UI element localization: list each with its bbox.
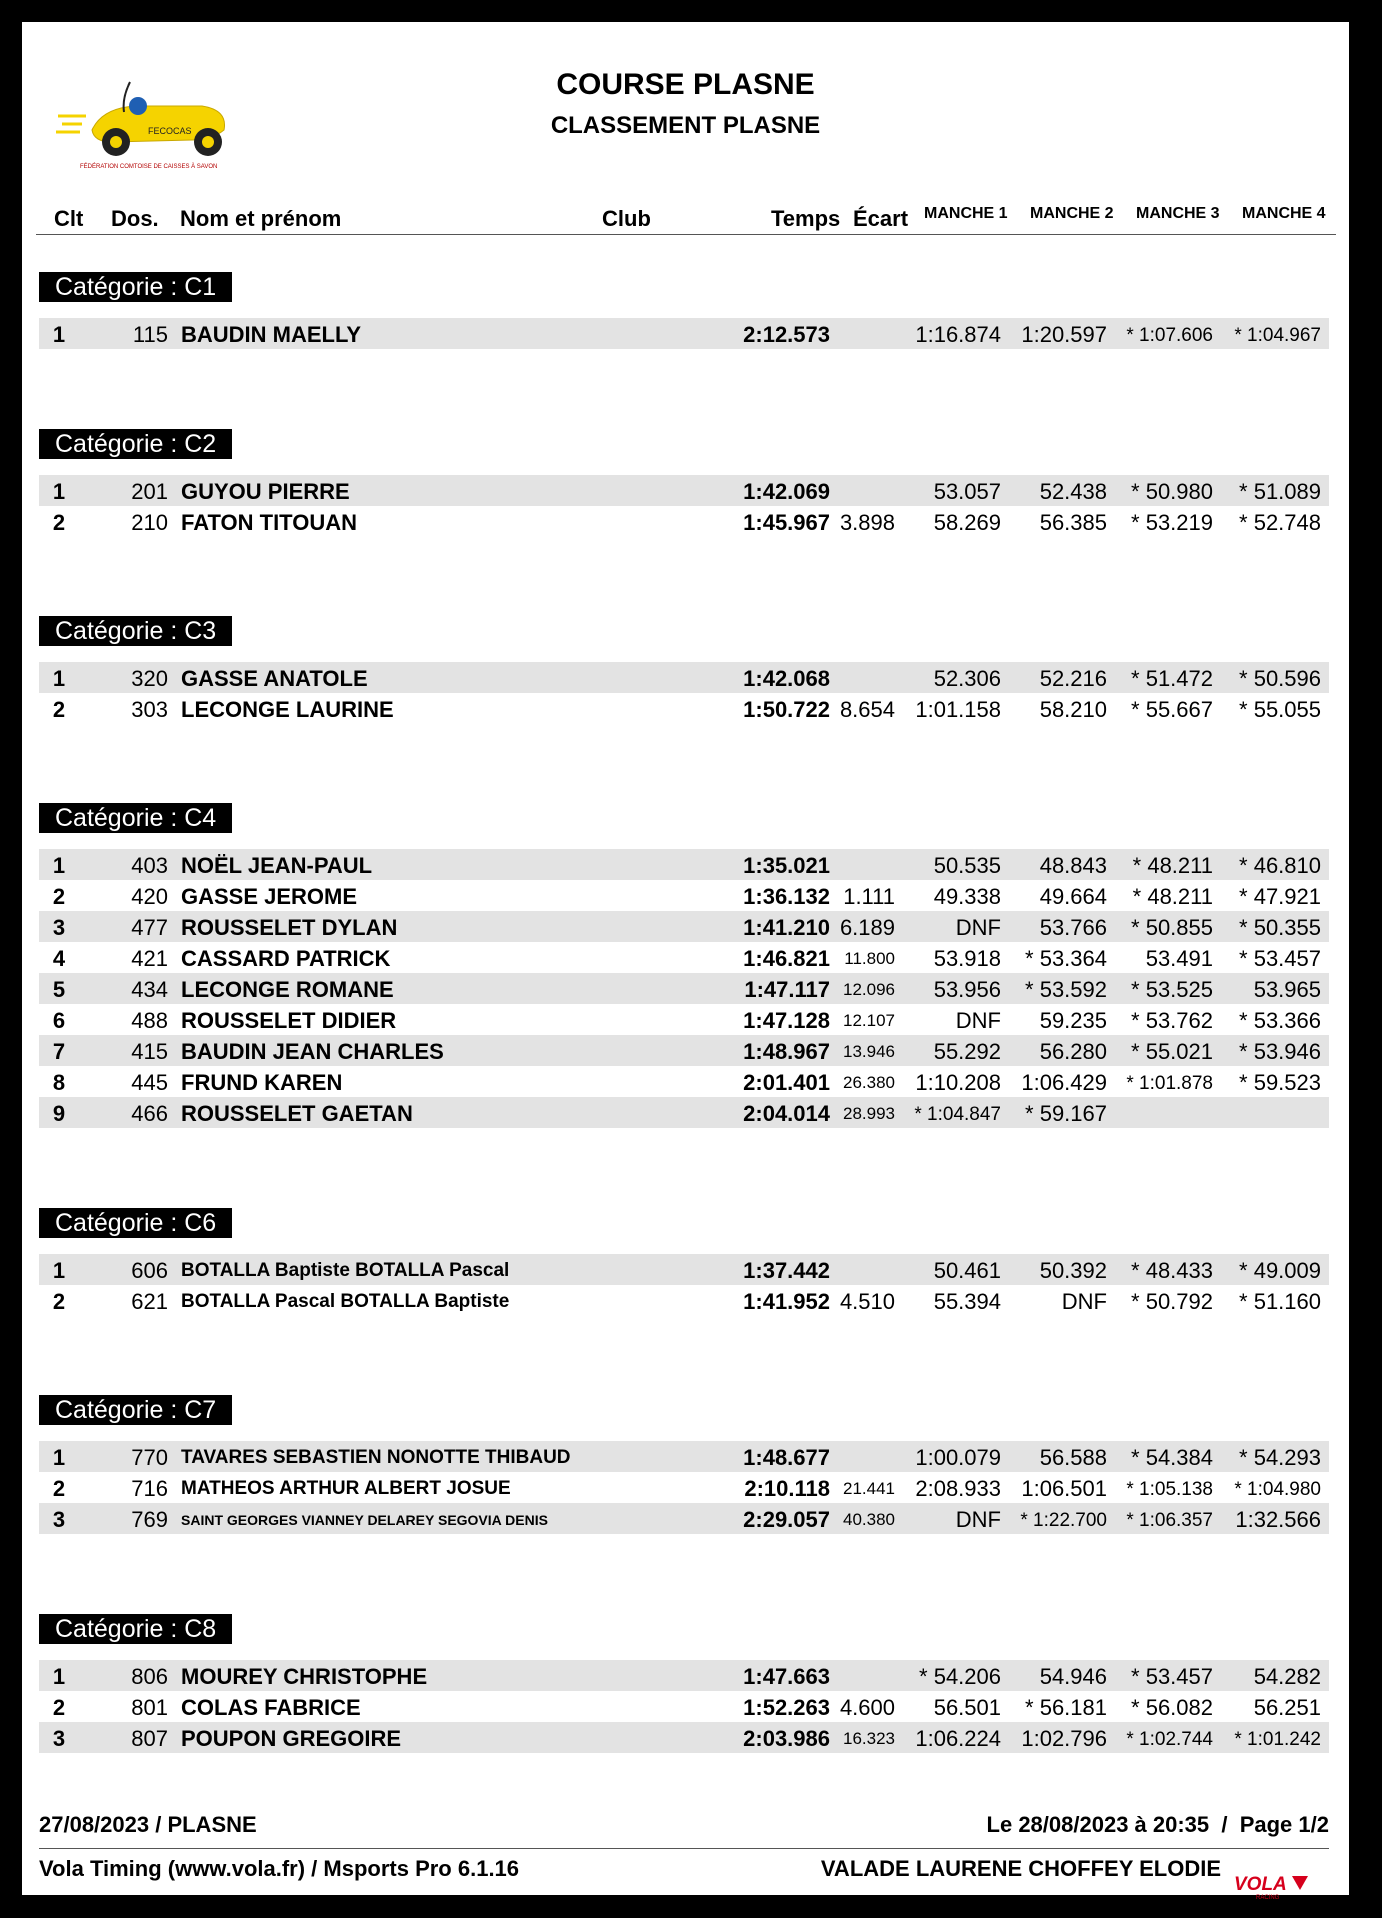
racer-name: MATHEOS ARTHUR ALBERT JOSUE — [181, 1478, 511, 1499]
manche2-time: 52.438 — [1039, 479, 1107, 504]
manche1-time: 53.956 — [933, 977, 1001, 1002]
total-time: 2:29.057 — [743, 1507, 830, 1532]
racer-name: FATON TITOUAN — [181, 510, 357, 535]
total-time: 1:41.952 — [743, 1289, 830, 1314]
manche3-time: * 53.762 — [1131, 1008, 1213, 1033]
gap: 3.898 — [839, 510, 895, 535]
result-row — [39, 662, 1329, 693]
racer-name: NOËL JEAN-PAUL — [181, 853, 373, 878]
vola-logo — [1234, 1872, 1310, 1902]
manche1-time: 1:16.874 — [915, 322, 1001, 347]
bib-number: 320 — [131, 666, 168, 691]
bib-number: 403 — [131, 853, 168, 878]
result-row — [39, 1503, 1329, 1534]
gap: 26.380 — [843, 1073, 895, 1092]
bib-number: 420 — [131, 884, 168, 909]
result-row — [39, 475, 1329, 506]
manche2-time: * 59.167 — [1025, 1101, 1107, 1126]
col-manche2: MANCHE 2 — [1030, 205, 1114, 222]
category-header: Catégorie : C8 — [39, 1614, 232, 1644]
manche2-time: 53.766 — [1039, 915, 1107, 940]
bib-number: 801 — [131, 1695, 168, 1720]
manche3-time: * 1:06.357 — [1126, 1510, 1213, 1531]
manche2-time: 56.280 — [1039, 1039, 1107, 1064]
bib-number: 434 — [131, 977, 168, 1002]
total-time: 2:10.118 — [744, 1476, 830, 1501]
rank: 9 — [52, 1101, 66, 1126]
rank: 7 — [52, 1039, 66, 1064]
total-time: 1:36.132 — [743, 884, 830, 909]
manche2-time: 50.392 — [1039, 1258, 1107, 1283]
manche2-time: * 56.181 — [1025, 1695, 1107, 1720]
col-clt: Clt — [54, 206, 84, 231]
bib-number: 716 — [131, 1476, 168, 1501]
manche4-time: * 1:01.242 — [1234, 1729, 1321, 1750]
total-time: 1:47.117 — [744, 977, 830, 1002]
manche2-time: 1:20.597 — [1021, 322, 1107, 347]
svg-text:RACING: RACING — [1256, 1895, 1280, 1901]
category-header: Catégorie : C4 — [39, 803, 232, 833]
gap: 16.323 — [843, 1729, 895, 1748]
manche1-time: 1:00.079 — [915, 1445, 1001, 1470]
rank: 4 — [52, 946, 66, 971]
page-subtitle: CLASSEMENT PLASNE — [550, 112, 821, 139]
manche4-time: * 55.055 — [1239, 697, 1321, 722]
total-time: 1:42.069 — [743, 479, 830, 504]
racer-name: BAUDIN MAELLY — [181, 322, 362, 347]
rank: 1 — [52, 666, 66, 691]
manche2-time: 54.946 — [1039, 1664, 1107, 1689]
result-row — [39, 1004, 1329, 1035]
total-time: 2:12.573 — [743, 322, 830, 347]
footer-divider — [39, 1848, 1329, 1849]
footer-generated: Le 28/08/2023 à 20:35 / Page 1/2 — [986, 1812, 1329, 1837]
manche1-time: 53.057 — [933, 479, 1001, 504]
rank: 1 — [52, 1664, 66, 1689]
rank: 2 — [52, 697, 66, 722]
total-time: 1:48.967 — [743, 1039, 830, 1064]
racer-name: SAINT GEORGES VIANNEY DELAREY SEGOVIA DENIS — [181, 1512, 548, 1528]
rank: 2 — [52, 1476, 66, 1501]
bib-number: 421 — [131, 946, 168, 971]
manche1-time: 2:08.933 — [915, 1476, 1001, 1501]
racer-name: FRUND KAREN — [181, 1070, 343, 1095]
category-header: Catégorie : C7 — [39, 1395, 232, 1425]
racer-name: LECONGE LAURINE — [181, 697, 394, 722]
footer-software: Vola Timing (www.vola.fr) / Msports Pro 6.1.16 — [39, 1856, 520, 1881]
manche2-time: 56.385 — [1039, 510, 1107, 535]
manche2-time: 1:02.796 — [1021, 1726, 1107, 1751]
footer-date-place: 27/08/2023 / PLASNE — [39, 1812, 257, 1837]
bib-number: 807 — [131, 1726, 168, 1751]
rank: 1 — [52, 1445, 66, 1470]
result-row — [39, 973, 1329, 1004]
manche1-time: 1:01.158 — [915, 697, 1001, 722]
col-ecart: Écart — [853, 206, 909, 231]
bib-number: 488 — [131, 1008, 168, 1033]
manche4-time: * 59.523 — [1239, 1070, 1321, 1095]
rank: 3 — [52, 915, 66, 940]
bib-number: 445 — [131, 1070, 168, 1095]
manche4-time: * 1:04.967 — [1234, 325, 1321, 346]
results-page — [22, 22, 1349, 1901]
gap: 8.654 — [839, 697, 895, 722]
total-time: 2:04.014 — [743, 1101, 830, 1126]
manche3-time: * 54.384 — [1131, 1445, 1213, 1470]
manche2-time: 52.216 — [1039, 666, 1107, 691]
page-title: COURSE PLASNE — [556, 68, 815, 101]
gap: 1.111 — [843, 884, 895, 909]
manche3-time: * 50.980 — [1131, 479, 1213, 504]
gap: 28.993 — [843, 1104, 895, 1123]
bib-number: 115 — [132, 322, 168, 347]
manche3-time: * 48.211 — [1132, 884, 1213, 909]
total-time: 1:41.210 — [743, 915, 830, 940]
manche2-time: 48.843 — [1039, 853, 1107, 878]
manche2-time: 1:06.429 — [1021, 1070, 1107, 1095]
manche3-time: * 55.021 — [1131, 1039, 1213, 1064]
bib-number: 466 — [131, 1101, 168, 1126]
svg-text:VOLA: VOLA — [1234, 1874, 1287, 1895]
manche3-time: * 48.211 — [1132, 853, 1213, 878]
total-time: 1:48.677 — [743, 1445, 830, 1470]
total-time: 1:47.128 — [743, 1008, 830, 1033]
manche3-time: * 53.219 — [1131, 510, 1213, 535]
manche3-time: * 53.457 — [1131, 1664, 1213, 1689]
manche4-time: 56.251 — [1253, 1695, 1321, 1720]
manche2-time: 58.210 — [1039, 697, 1107, 722]
rank: 1 — [52, 1258, 66, 1283]
manche3-time: * 1:01.878 — [1126, 1073, 1213, 1094]
manche1-time: 1:10.208 — [915, 1070, 1001, 1095]
manche3-time: * 1:02.744 — [1126, 1729, 1213, 1750]
col-manche4: MANCHE 4 — [1242, 205, 1326, 222]
manche3-time: * 48.433 — [1131, 1258, 1213, 1283]
result-row — [39, 849, 1329, 880]
col-club: Club — [602, 206, 651, 231]
result-row — [39, 1441, 1329, 1472]
racer-name: GUYOU PIERRE — [181, 479, 350, 504]
gap: 4.600 — [839, 1695, 895, 1720]
total-time: 1:35.021 — [743, 853, 830, 878]
manche4-time: * 47.921 — [1239, 884, 1321, 909]
bib-number: 415 — [131, 1039, 168, 1064]
racer-name: BOTALLA Baptiste BOTALLA Pascal — [181, 1260, 510, 1281]
manche2-time: 56.588 — [1039, 1445, 1107, 1470]
result-row — [39, 1691, 1329, 1722]
total-time: 1:52.263 — [743, 1695, 830, 1720]
rank: 2 — [52, 510, 66, 535]
manche2-time: 1:06.501 — [1021, 1476, 1107, 1501]
manche3-time: * 55.667 — [1131, 697, 1213, 722]
manche3-time: * 50.855 — [1131, 915, 1213, 940]
manche4-time: 53.965 — [1253, 977, 1321, 1002]
result-row — [39, 880, 1329, 911]
result-row — [39, 1660, 1329, 1691]
result-row — [39, 942, 1329, 973]
total-time: 1:42.068 — [743, 666, 830, 691]
racer-name: POUPON GREGOIRE — [181, 1726, 402, 1751]
gap: 12.107 — [843, 1011, 895, 1030]
result-row — [39, 693, 1329, 724]
manche1-time: * 1:04.847 — [914, 1104, 1001, 1125]
result-row — [39, 911, 1329, 942]
col-nom: Nom et prénom — [180, 206, 342, 231]
bib-number: 303 — [131, 697, 168, 722]
manche2-time: * 53.592 — [1025, 977, 1107, 1002]
manche4-time: 1:32.566 — [1235, 1507, 1321, 1532]
bib-number: 806 — [131, 1664, 168, 1689]
result-row — [39, 318, 1329, 349]
table-header — [36, 198, 1336, 235]
gap: 21.441 — [843, 1479, 895, 1498]
manche3-time: * 1:05.138 — [1126, 1479, 1213, 1500]
gap: 12.096 — [843, 980, 895, 999]
total-time: 2:03.986 — [743, 1726, 830, 1751]
gap: 11.800 — [844, 949, 895, 968]
manche4-time: * 53.946 — [1239, 1039, 1321, 1064]
category-header: Catégorie : C2 — [39, 429, 232, 459]
manche1-time: 1:06.224 — [915, 1726, 1001, 1751]
racer-name: ROUSSELET DIDIER — [181, 1008, 397, 1033]
racer-name: MOUREY CHRISTOPHE — [181, 1664, 428, 1689]
manche1-time: 52.306 — [933, 666, 1001, 691]
result-row — [39, 1066, 1329, 1097]
racer-name: COLAS FABRICE — [181, 1695, 361, 1720]
manche3-time: * 50.792 — [1131, 1289, 1213, 1314]
rank: 1 — [52, 853, 66, 878]
col-manche1: MANCHE 1 — [924, 205, 1008, 222]
bib-number: 210 — [131, 510, 168, 535]
manche1-time: 55.394 — [933, 1289, 1001, 1314]
manche2-time: 59.235 — [1039, 1008, 1107, 1033]
manche4-time: * 53.457 — [1239, 946, 1321, 971]
result-row — [39, 1097, 1329, 1128]
manche2-time: DNF — [1061, 1289, 1107, 1314]
manche1-time: DNF — [955, 1008, 1001, 1033]
rank: 3 — [52, 1507, 66, 1532]
racer-name: BOTALLA Pascal BOTALLA Baptiste — [181, 1291, 510, 1312]
manche4-time: * 1:04.980 — [1234, 1479, 1321, 1500]
result-row — [39, 1254, 1329, 1285]
result-row — [39, 1285, 1329, 1316]
gap: 4.510 — [839, 1289, 895, 1314]
category-header: Catégorie : C6 — [39, 1208, 232, 1238]
racer-name: TAVARES SEBASTIEN NONOTTE THIBAUD — [181, 1447, 571, 1468]
bib-number: 621 — [131, 1289, 168, 1314]
manche4-time: * 46.810 — [1239, 853, 1321, 878]
manche4-time: * 51.160 — [1239, 1289, 1321, 1314]
manche1-time: 55.292 — [933, 1039, 1001, 1064]
footer-operators: VALADE LAURENE CHOFFEY ELODIE — [820, 1856, 1221, 1881]
manche1-time: 50.535 — [933, 853, 1001, 878]
col-manche3: MANCHE 3 — [1136, 205, 1220, 222]
manche1-time: 58.269 — [933, 510, 1001, 535]
manche4-time: * 51.089 — [1239, 479, 1321, 504]
racer-name: ROUSSELET DYLAN — [181, 915, 398, 940]
rank: 3 — [52, 1726, 66, 1751]
racer-name: LECONGE ROMANE — [181, 977, 394, 1002]
bib-number: 769 — [131, 1507, 168, 1532]
total-time: 2:01.401 — [743, 1070, 830, 1095]
manche4-time: * 50.355 — [1239, 915, 1321, 940]
manche4-time: * 49.009 — [1239, 1258, 1321, 1283]
manche1-time: 53.918 — [933, 946, 1001, 971]
rank: 2 — [52, 1289, 66, 1314]
category-header: Catégorie : C1 — [39, 272, 232, 302]
rank: 1 — [52, 322, 66, 347]
total-time: 1:45.967 — [743, 510, 830, 535]
rank: 2 — [52, 884, 66, 909]
rank: 6 — [52, 1008, 66, 1033]
rank: 8 — [52, 1070, 66, 1095]
bib-number: 201 — [131, 479, 168, 504]
racer-name: CASSARD PATRICK — [181, 946, 391, 971]
gap: 40.380 — [843, 1510, 895, 1529]
manche1-time: * 54.206 — [919, 1664, 1001, 1689]
result-row — [39, 1472, 1329, 1503]
manche4-time: * 54.293 — [1239, 1445, 1321, 1470]
col-dos: Dos. — [111, 206, 159, 231]
total-time: 1:46.821 — [743, 946, 830, 971]
manche4-time: * 52.748 — [1239, 510, 1321, 535]
manche2-time: * 1:22.700 — [1020, 1510, 1107, 1531]
manche4-time: * 53.366 — [1239, 1008, 1321, 1033]
manche1-time: 50.461 — [933, 1258, 1001, 1283]
manche3-time: * 1:07.606 — [1126, 325, 1213, 346]
manche3-time: * 53.525 — [1131, 977, 1213, 1002]
manche2-time: 49.664 — [1039, 884, 1107, 909]
result-row — [39, 1035, 1329, 1066]
manche4-time: * 50.596 — [1239, 666, 1321, 691]
gap: 6.189 — [839, 915, 895, 940]
manche3-time: * 56.082 — [1131, 1695, 1213, 1720]
manche3-time: 53.491 — [1145, 946, 1213, 971]
bib-number: 770 — [131, 1445, 168, 1470]
racer-name: ROUSSELET GAETAN — [181, 1101, 413, 1126]
manche1-time: 56.501 — [933, 1695, 1001, 1720]
gap: 13.946 — [843, 1042, 895, 1061]
manche2-time: * 53.364 — [1025, 946, 1107, 971]
bib-number: 477 — [131, 915, 168, 940]
rank: 5 — [52, 977, 66, 1002]
result-row — [39, 506, 1329, 537]
manche4-time: 54.282 — [1253, 1664, 1321, 1689]
col-temps: Temps — [771, 206, 841, 231]
manche1-time: DNF — [955, 1507, 1001, 1532]
rank: 1 — [52, 479, 66, 504]
manche1-time: DNF — [955, 915, 1001, 940]
rank: 2 — [52, 1695, 66, 1720]
svg-text:FECOCAS: FECOCAS — [148, 126, 192, 136]
bib-number: 606 — [131, 1258, 168, 1283]
total-time: 1:47.663 — [743, 1664, 830, 1689]
manche3-time: * 51.472 — [1131, 666, 1213, 691]
total-time: 1:50.722 — [743, 697, 830, 722]
category-header: Catégorie : C3 — [39, 616, 232, 646]
total-time: 1:37.442 — [743, 1258, 830, 1283]
manche1-time: 49.338 — [933, 884, 1001, 909]
result-row — [39, 1722, 1329, 1753]
svg-text:FÉDÉRATION COMTOISE DE CAISSES: FÉDÉRATION COMTOISE DE CAISSES À SAVON — [80, 164, 218, 170]
racer-name: BAUDIN JEAN CHARLES — [181, 1039, 444, 1064]
racer-name: GASSE ANATOLE — [181, 666, 368, 691]
racer-name: GASSE JEROME — [181, 884, 358, 909]
